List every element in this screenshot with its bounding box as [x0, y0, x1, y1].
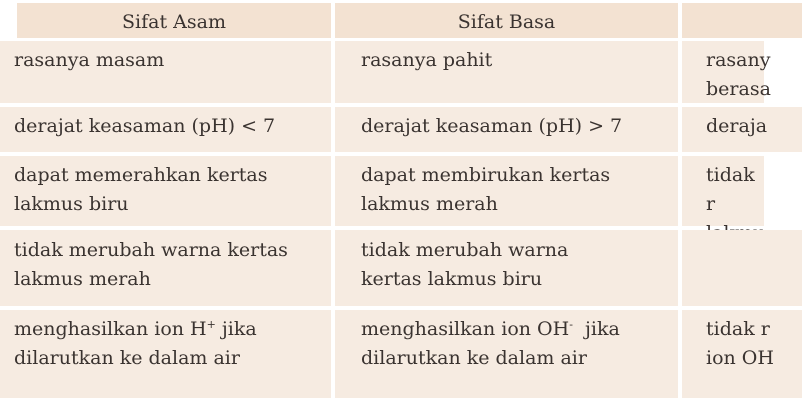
cell-line: tidak r [706, 318, 770, 340]
header-cell-third [682, 3, 802, 38]
table-cell: tidak r [682, 156, 764, 226]
table-cell [0, 310, 331, 398]
table-cell [682, 230, 802, 306]
cell-line [361, 315, 678, 344]
table-cell [335, 310, 678, 398]
table-cell: dapat memerahkan kertas lakmus biru [0, 156, 331, 226]
ion-text-suffix: jika [215, 318, 257, 340]
cell-line: dilarutkan ke dalam air [361, 347, 587, 369]
charge-superscript: + [206, 317, 216, 331]
cell-line: ion OH [706, 347, 774, 369]
table-cell: tidak merubah warna kertas lakmus merah [0, 230, 331, 306]
ion-text-suffix: jika [572, 318, 620, 340]
ion-text: menghasilkan ion H [14, 318, 207, 340]
header-cell-sifat-asam: Sifat Asam [17, 3, 331, 38]
table-cell: rasanya pahit [335, 41, 678, 103]
table-cell: tidak merubah warna kertas lakmus biru [335, 230, 678, 306]
ion-text: menghasilkan ion OH [361, 318, 570, 340]
table-cell: rasany berasa [682, 41, 764, 103]
cell-line: dilarutkan ke dalam air [14, 347, 240, 369]
table-cell: deraja [682, 107, 802, 152]
cell-line [14, 315, 331, 344]
table-cell: derajat keasaman (pH) > 7 [335, 107, 678, 152]
table-cell: derajat keasaman (pH) < 7 [0, 107, 331, 152]
table-cell: rasanya masam [0, 41, 331, 103]
charge-superscript: - [569, 317, 573, 331]
table-cell [682, 310, 802, 398]
table-cell: dapat membirukan kertas lakmus merah [335, 156, 678, 226]
header-cell-sifat-basa: Sifat Basa [335, 3, 678, 38]
